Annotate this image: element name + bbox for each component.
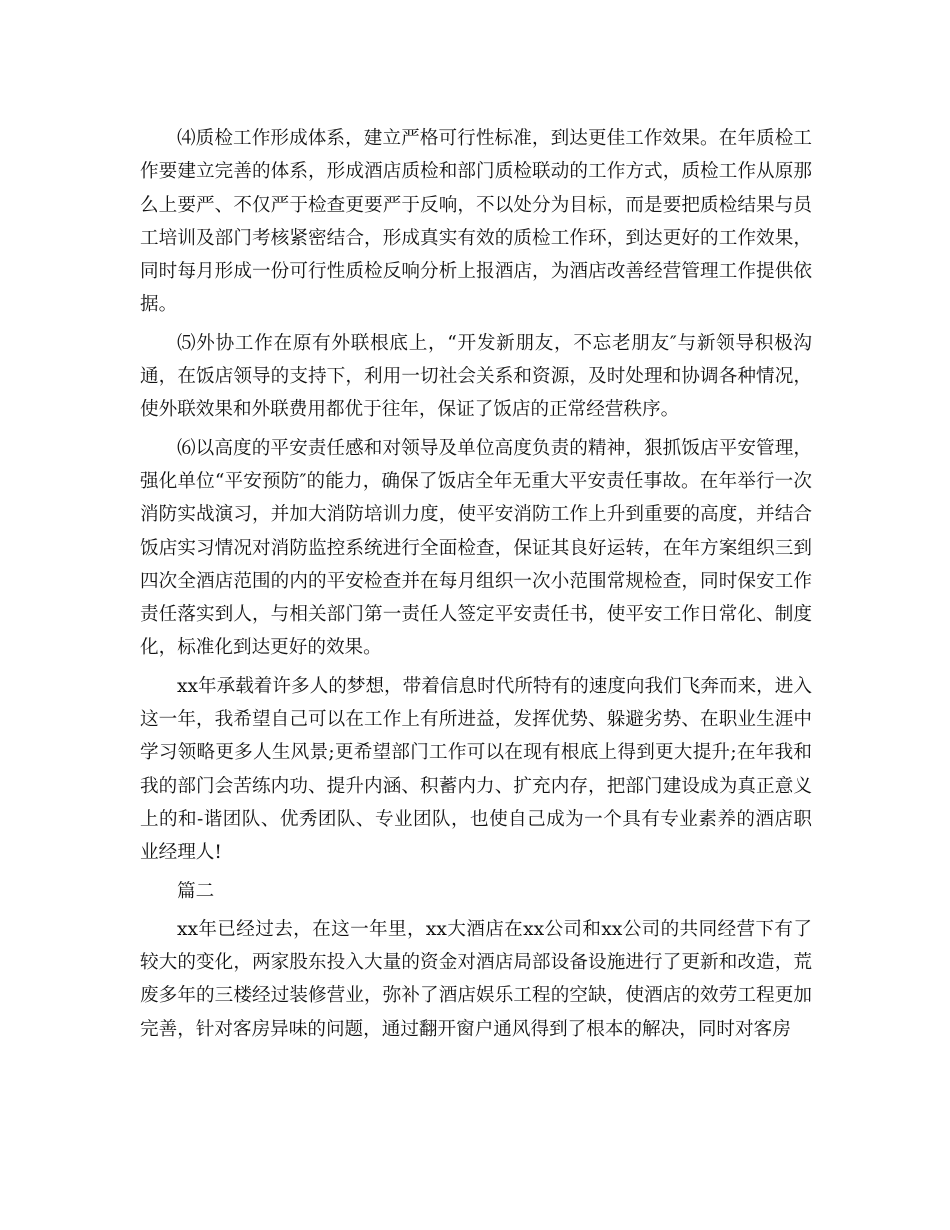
paragraph-external-liaison: ⑸外协工作在原有外联根底上，“开发新朋友，不忘老朋友″与新领导积极沟通，在饭店领导的支持下，利用一切社会关系和资源，及时处理和协调各种情况，使外联效果和外联费用都优于往年，保证了饭店的正常经营秩序。 — [140, 332, 812, 421]
paragraph-safety-management: ⑹以高度的平安责任感和对领导及单位高度负责的精神，狠抓饭店平安管理，强化单位“平安预防″的能力，确保了饭店全年无重大平安责任事故。在年举行一次消防实战演习，并加大消防培训力度，使平安消防工作上升到重要的高度，并结合饭店实习情况对消防监控系统进行全面检查，保证其良好运转，在年方案组织三到四次全酒店范围的内的平安检查并在每月组织一次小范围常规检查，同时保安工作责任落实到人，与相关部门第一责任人签定平安责任书，使平安工作日常化、制度化，标准化到达更好的效果。 — [140, 437, 812, 659]
document-page — [140, 122, 812, 1046]
paragraph-new-year-outlook: xx年承载着许多人的梦想，带着信息时代所特有的速度向我们飞奔而来，进入这一年，我希望自己可以在工作上有所进益，发挥优势、躲避劣势、在职业生涯中学习领略更多人生风景;更希望部门工作可以在现有根底上得到更大提升;在年我和我的部门会苦练内功、提升内涵、积蓄内力、扩充内存，把部门建设成为真正意义上的和-谐团队、优秀团队、专业团队，也使自己成为一个具有专业素养的酒店职业经理人! — [140, 675, 812, 864]
paragraph-quality-inspection: ⑷质检工作形成体系，建立严格可行性标准，到达更佳工作效果。在年质检工作要建立完善的体系，形成酒店质检和部门质检联动的工作方式，质检工作从原那么上要严、不仅严于检查更要严于反响，不以处分为目标，而是要把质检结果与员工培训及部门考核紧密结合，形成真实有效的质检工作环，到达更好的工作效果，同时每月形成一份可行性质检反响分析上报酒店，为酒店改善经营管理工作提供依据。 — [140, 128, 812, 316]
paragraph-hotel-review: xx年已经过去，在这一年里，xx大酒店在xx公司和xx公司的共同经营下有了较大的变化，两家股东投入大量的资金对酒店局部设备设施进行了更新和改造，荒废多年的三楼经过装修营业，弥补了酒店娱乐工程的空缺，使酒店的效劳工程更加完善，针对客房异味的问题，通过翻开窗户通风得到了根本的解决，同时对客房 — [140, 918, 812, 1040]
section-heading-part-two: 篇二 — [177, 880, 215, 902]
